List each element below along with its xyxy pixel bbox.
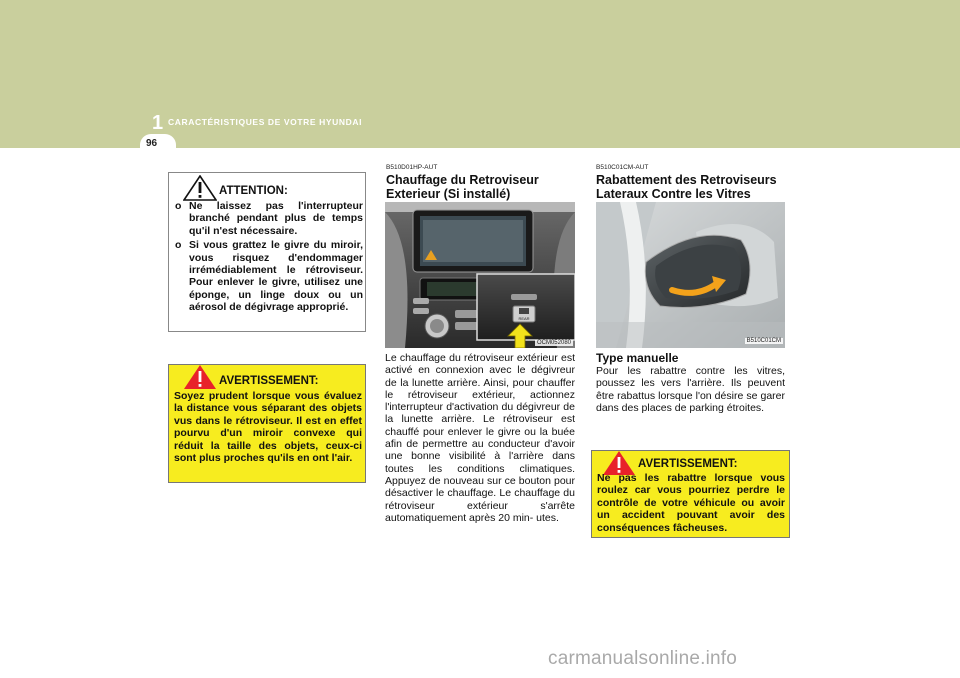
attention-list <box>175 200 363 315</box>
warning-text: Ne pas les rabattre lorsque vous roulez car vous pourriez perdre le contrôle de votre véhicule ou avoir un accident pouvant avoir des conséquences fâcheuses. <box>597 472 785 534</box>
warning-text: Soyez prudent lorsque vous évaluez la distance vous séparant des objets vus dans le rétroviseur. Il est en effet pourvu d'un miroir convexe qui réduit la taille des objets, ceux-ci sont plus proches qu'ils en ont l'air. <box>174 390 362 465</box>
section-body: Le chauffage du rétroviseur extérieur est activé en connexion avec le dégivreur de la lunette arrière. Ainsi, pour chauffer le rétroviseur extérieur, actionnez l'interrupteur d'activation du dégivreur de la lunette arrière. Le rétroviseur est chauffé pour enlever le givre ou la buée afin de permettre au conducteur d'avoir une bonne visibilité à l'arrière dans toutes les conditions climatiques. Appuyez de nouveau sur ce bouton pour désactiver le chauffage. Le chauffage du rétroviseur extérieur s'arrête automatiquement après 20 min- utes. <box>385 352 575 524</box>
section-code: B510C01CM-AUT <box>596 164 649 171</box>
bullet: o <box>175 200 182 212</box>
watermark: carmanualsonline.info <box>548 648 738 669</box>
dashboard-illustration <box>385 202 575 348</box>
warning-triangle-icon <box>183 364 217 390</box>
dashboard-photo <box>385 202 575 348</box>
attention-box <box>168 172 366 332</box>
section-body: Pour les rabattre contre les vitres, poussez les vers l'arrière. Ils peuvent être rabattus lorsque l'on désire se garer dans des places de parking étroites. <box>596 365 785 414</box>
warning-box-left <box>168 364 366 483</box>
attention-item-text: Si vous grattez le givre du miroir, vous risquez d'endommager irrémédiablement le rétroviseur. Pour enlever le givre, utilisez une éponge, un linge doux ou un aérosol de dégivrage approprié. <box>189 239 363 314</box>
section-heading: Chauffage du Retroviseur Exterieur (Si installé) <box>386 173 539 201</box>
page-number: 96 <box>146 138 158 149</box>
image-code: OCM052080 <box>536 340 571 346</box>
sub-heading: Type manuelle <box>596 351 679 365</box>
section-heading: Rabattement des Retroviseurs Lateraux Contre les Vitres <box>596 173 777 201</box>
rear-button-label: REAR <box>518 316 530 321</box>
warning-triangle-icon <box>183 175 217 201</box>
bullet: o <box>175 239 182 252</box>
attention-item <box>175 239 363 313</box>
warning-title: AVERTISSEMENT: <box>638 458 738 470</box>
attention-item-text: Ne laissez pas l'interrupteur branché pendant plus de temps qu'il n'est nécessaire. <box>189 200 363 237</box>
mirror-photo <box>596 202 785 348</box>
section-code: B510D01HP-AUT <box>386 164 438 171</box>
attention-title: ATTENTION: <box>219 185 288 197</box>
attention-item <box>175 200 363 237</box>
chapter-title: CARACTÉRISTIQUES DE VOTRE HYUNDAI <box>168 117 363 127</box>
warning-box-right <box>591 450 790 538</box>
warning-title: AVERTISSEMENT: <box>219 375 319 387</box>
mirror-illustration <box>596 202 785 348</box>
chapter-number: 1 <box>152 112 164 134</box>
image-code: B510C01CM <box>746 338 781 344</box>
chapter-header-band <box>0 0 960 148</box>
